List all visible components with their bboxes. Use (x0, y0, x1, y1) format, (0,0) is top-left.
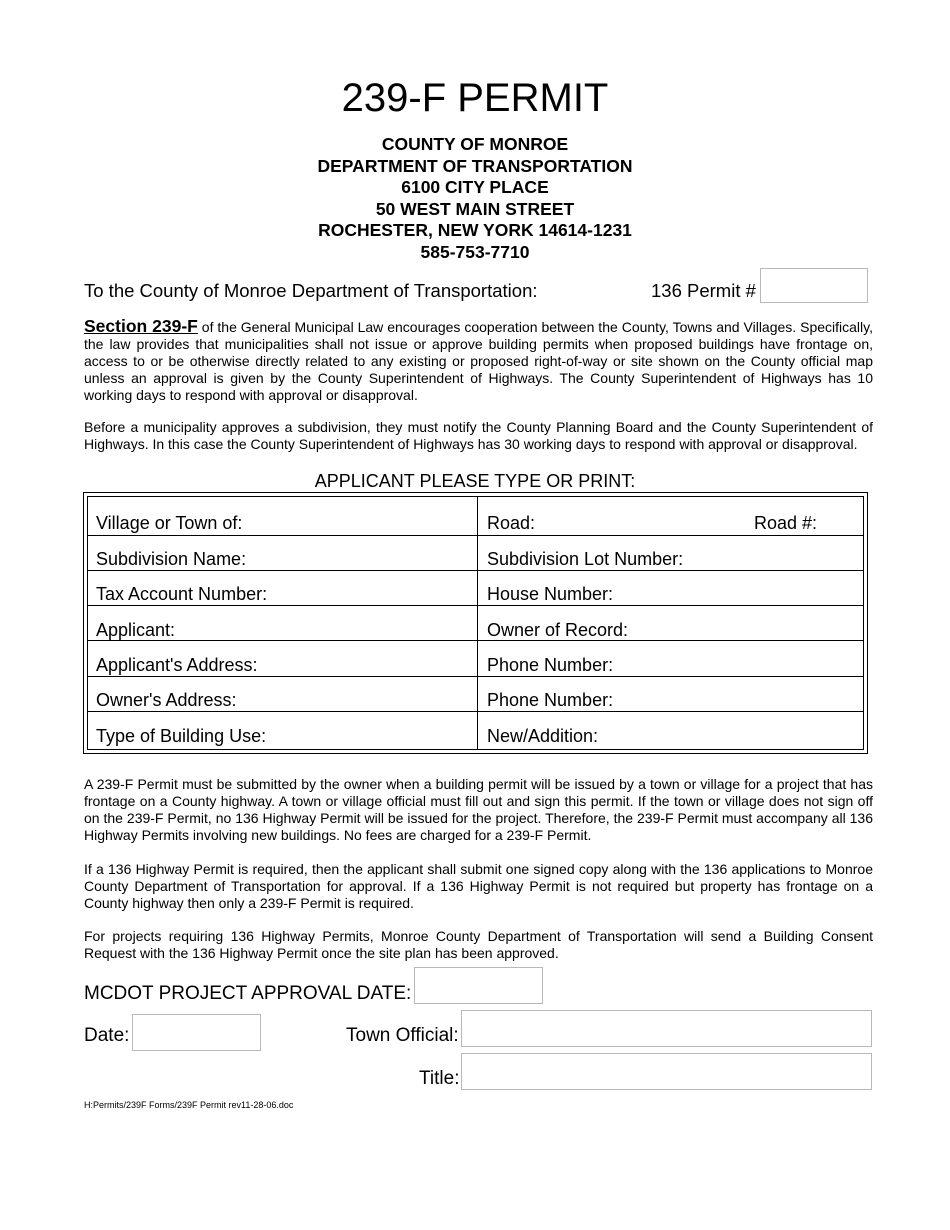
address-line-phone: 585-753-7710 (420, 241, 530, 262)
row-divider (88, 640, 863, 641)
tax-account-number-field[interactable]: Tax Account Number: (96, 584, 268, 604)
applicant-form-heading: APPLICANT PLEASE TYPE OR PRINT: (314, 471, 636, 491)
applicant-address-field[interactable]: Applicant's Address: (96, 655, 258, 675)
owner-of-record-field[interactable]: Owner of Record: (487, 620, 629, 640)
applicant-phone-field[interactable]: Phone Number: (487, 655, 614, 675)
address-line-department: DEPARTMENT OF TRANSPORTATION (317, 155, 633, 176)
row-divider (88, 535, 863, 536)
approval-date-label: MCDOT PROJECT APPROVAL DATE: (84, 983, 412, 1004)
permit-number-label: 136 Permit # (651, 280, 756, 301)
road-number-field[interactable]: Road #: (754, 513, 818, 533)
road-field[interactable]: Road: (487, 513, 536, 533)
section-239f-paragraph (84, 318, 873, 404)
row-divider (88, 570, 863, 571)
town-official-label: Town Official: (346, 1025, 459, 1046)
date-label: Date: (84, 1025, 130, 1046)
address-line-county: COUNTY OF MONROE (381, 134, 569, 154)
department-address-block (0, 134, 950, 263)
applicant-form-table (83, 492, 868, 754)
row-divider (88, 605, 863, 606)
village-or-town-field[interactable]: Village or Town of: (96, 513, 243, 533)
address-line-street: 50 WEST MAIN STREET (375, 198, 575, 219)
subdivision-lot-number-field[interactable]: Subdivision Lot Number: (487, 549, 684, 569)
subdivision-paragraph: Before a municipality approves a subdivision, they must notify the County Planning Board and the County Superintendent of Highways. In this case the County Superintendent of Highways has 30 working days to respond with approval or disapproval. (84, 419, 873, 452)
highway-permit-paragraph: If a 136 Highway Permit is required, then the applicant shall submit one signed copy along with the 136 applications to Monroe County Department of Transportation for approval. If a 136 Highway Permit is not required but property has frontage on a County highway then only a 239-F Permit is required. (84, 861, 873, 911)
address-line-building: 6100 CITY PLACE (401, 177, 549, 197)
row-divider (88, 711, 863, 712)
owner-address-field[interactable]: Owner's Address: (96, 690, 237, 710)
date-field[interactable] (132, 1014, 261, 1051)
page-title: 239-F PERMIT (341, 76, 609, 120)
section-239f-text: of the General Municipal Law encourages cooperation between the County, Towns and Villages. Specifically, the law provides that municipalities shall not issue or approve building permits when proposed buildings have frontage on, access to or be otherwise directly related to any existing or proposed right-of-way or site shown on the County official map unless an approval is given by the County Superintendent of Highways. The County Superintendent of Highways has 10 working days to respond with approval or disapproval. (84, 319, 873, 403)
house-number-field[interactable]: House Number: (487, 584, 614, 604)
building-use-field[interactable]: Type of Building Use: (96, 726, 267, 746)
official-title-label: Title: (419, 1068, 460, 1089)
approval-date-field[interactable] (414, 967, 543, 1004)
section-239f-label: Section 239-F (84, 316, 198, 336)
applicant-form-inner-border (87, 496, 864, 750)
addressee-line: To the County of Monroe Department of Transportation: (84, 280, 538, 301)
applicant-field[interactable]: Applicant: (96, 620, 176, 640)
submission-requirements-paragraph: A 239-F Permit must be submitted by the owner when a building permit will be issued by a town or village for a project that has frontage on a County highway. A town or village official must fill out and sign this permit. If the town or village does not sign off on the 239-F Permit, no 136 Highway Permit will be issued for the project. Therefore, the 239-F Permit must accompany all 136 Highway Permits involving new buildings. No fees are charged for a 239-F Permit. (84, 776, 873, 843)
subdivision-name-field[interactable]: Subdivision Name: (96, 549, 247, 569)
owner-phone-field[interactable]: Phone Number: (487, 690, 614, 710)
town-official-field[interactable] (461, 1010, 872, 1047)
permit-number-field[interactable] (760, 268, 868, 303)
row-divider (88, 676, 863, 677)
document-path-footer: H:Permits/239F Forms/239F Permit rev11-28-06.doc (84, 1100, 294, 1110)
address-line-city: ROCHESTER, NEW YORK 14614-1231 (318, 220, 632, 240)
new-addition-field[interactable]: New/Addition: (487, 726, 599, 746)
official-title-field[interactable] (461, 1053, 872, 1090)
building-consent-paragraph: For projects requiring 136 Highway Permits, Monroe County Department of Transportation will send a Building Consent Request with the 136 Highway Permit once the site plan has been approved. (84, 928, 873, 961)
